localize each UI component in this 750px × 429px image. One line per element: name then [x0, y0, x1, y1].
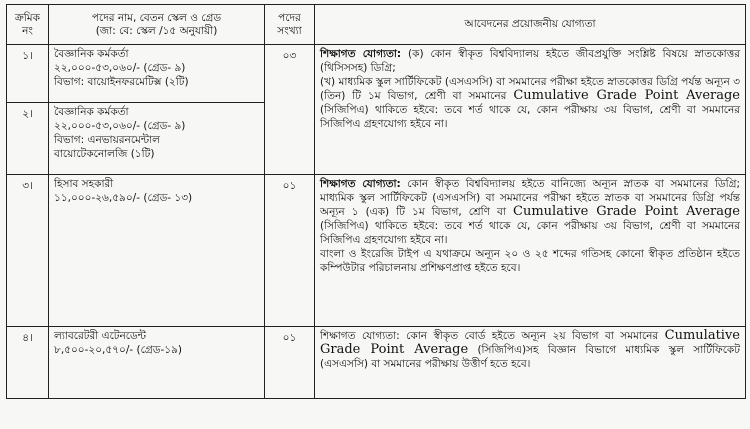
- qualification-a: [320, 47, 740, 75]
- qualification-b-text1: (খ) মাধ্যমিক স্কুল সার্টিফিকেট (এসএসসি) বা সমমানের পরীক্ষা হইতে স্নাতকোত্তর ডিগ্রি পর্যন্ত অন্যূন ৩ (তিন) টি ১ম বিভাগ, শ্রেণী বা সমমানের: [320, 76, 740, 102]
- header-post-line1: পদের নাম, বেতন স্কেল ও গ্রেড: [91, 11, 222, 24]
- row-count: ০১: [265, 175, 315, 327]
- row-qualification: [315, 45, 746, 175]
- row-serial: ২।: [7, 103, 49, 175]
- qualification-main: [320, 329, 740, 371]
- post-scale: ২২,০০০-৫৩,০৬০/- (গ্রেড- ৯): [54, 62, 186, 74]
- post-department: বিভাগ: বায়োইনফরমেটিক্স (২টি): [54, 76, 189, 88]
- table-row: [7, 45, 746, 103]
- qualification-label: শিক্ষাগত যোগ্যতা:: [320, 178, 401, 190]
- header-row: [7, 5, 746, 45]
- row-qualification: [315, 327, 746, 399]
- header-count: পদের সংখ্যা: [265, 5, 315, 45]
- header-post: [49, 5, 265, 45]
- qualification-text1: শিক্ষাগত যোগ্যতা: কোন স্বীকৃত বোর্ড হইতে অন্যূন ২য় বিভাগ বা সমমানের: [320, 330, 665, 342]
- recruitment-table: [6, 4, 746, 399]
- qualification-cgpa: Cumulative Grade Point Average: [513, 204, 740, 219]
- post-title: হিসাব সহকারী: [54, 178, 114, 190]
- post-scale: ৮,৫০০-২০,৫৭০/- (গ্রেড-১৯): [54, 344, 182, 356]
- row-serial: ৪।: [7, 327, 49, 399]
- qualification-typing: বাংলা ও ইংরেজি টাইপ এ যথাক্রমে অন্যূন ২০ ও ২৫ শব্দের গতিসহ কোনো স্বীকৃত প্রতিষ্ঠান হইতে কম্পিউটার পরিচালনায় প্রশিক্ষণপ্রাপ্ত হইতে হবে।: [320, 248, 740, 274]
- row-serial: ১।: [7, 45, 49, 103]
- row-qualification: [315, 175, 746, 327]
- post-title: ল্যাবরেটরী এটেনডেন্ট: [54, 330, 146, 342]
- header-qualification: আবেদনের প্রয়োজনীয় যোগ্যতা: [315, 5, 746, 45]
- row-serial: ৩।: [7, 175, 49, 327]
- table-row: [7, 175, 746, 327]
- header-serial: ক্রমিক নং: [7, 5, 49, 45]
- row-count: ০৩: [265, 45, 315, 175]
- qualification-text2: (সিজিপিএ) থাকিতে হইবে: তবে শর্ত থাকে যে, কোন পরীক্ষায় ৩য় বিভাগ, শ্রেণী বা সমমানের সিজিপিএ গ্রহণযোগ্য হইবে না।: [320, 220, 740, 246]
- qualification-cgpa: Cumulative Grade Point Average: [320, 328, 740, 357]
- row-post: [49, 45, 265, 103]
- post-scale: ১১,০০০-২৬,৫৯০/- (গ্রেড- ১৩): [54, 192, 193, 204]
- qualification-main: [320, 177, 740, 247]
- row-post: [49, 103, 265, 175]
- post-department: বিভাগ: এনভায়রনমেন্টাল: [54, 134, 161, 146]
- row-post: [49, 327, 265, 399]
- qualification-b-text2: (সিজিপিএ) থাকিতে হইবে: তবে শর্ত থাকে যে, কোন পরীক্ষায় ৩য় বিভাগ, শ্রেণী বা সমমানের সিজিপিএ গ্রহণযোগ্য হইবে না।: [320, 104, 740, 130]
- qualification-a-text: (ক) কোন স্বীকৃত বিশ্ববিদ্যালয় হইতে জীবপ্রযুক্তি সংশ্লিষ্ট বিষয়ে স্নাতকোত্তর (থিসিসসহ) ডিগ্রি;: [320, 48, 740, 74]
- post-title: বৈজ্ঞানিক কর্মকর্তা: [54, 106, 129, 118]
- row-count: ০১: [265, 327, 315, 399]
- post-department-cont: বায়োটেকনোলজি (১টি): [54, 148, 155, 160]
- qualification-b-cgpa: Cumulative Grade Point Average: [513, 88, 740, 103]
- qualification-b: [320, 75, 740, 131]
- post-scale: ২২,০০০-৫৩,০৬০/- (গ্রেড- ৯): [54, 120, 186, 132]
- table-row: [7, 327, 746, 399]
- row-post: [49, 175, 265, 327]
- post-title: বৈজ্ঞানিক কর্মকর্তা: [54, 48, 129, 60]
- qualification-text2: (সিজিপিএ)সহ বিজ্ঞান বিভাগে মাধ্যমিক স্কুল সার্টিফিকেট (এসএসসি) বা সমমানের পরীক্ষায় উত্তীর্ণ হতে হবে।: [320, 344, 740, 370]
- qualification-text1: কোন স্বীকৃত বিশ্ববিদ্যালয় হইতে বানিজ্যে অন্যূন স্নাতক বা সমমানের ডিগ্রি; মাধ্যমিক স্কুল সার্টিফিকেট (এসএসসি) বা সমমানের পরীক্ষা হইতে স্নাতক বা সমমানের ডিগ্রি পর্যন্ত অন্যূন ১ (এক) টি ১ম বিভাগ, শ্রেণি বা: [320, 178, 740, 218]
- qualification-label: শিক্ষাগত যোগ্যতা:: [320, 48, 402, 60]
- header-post-line2: (জা: বে: স্কেল /১৫ অনুযায়ী): [95, 24, 218, 37]
